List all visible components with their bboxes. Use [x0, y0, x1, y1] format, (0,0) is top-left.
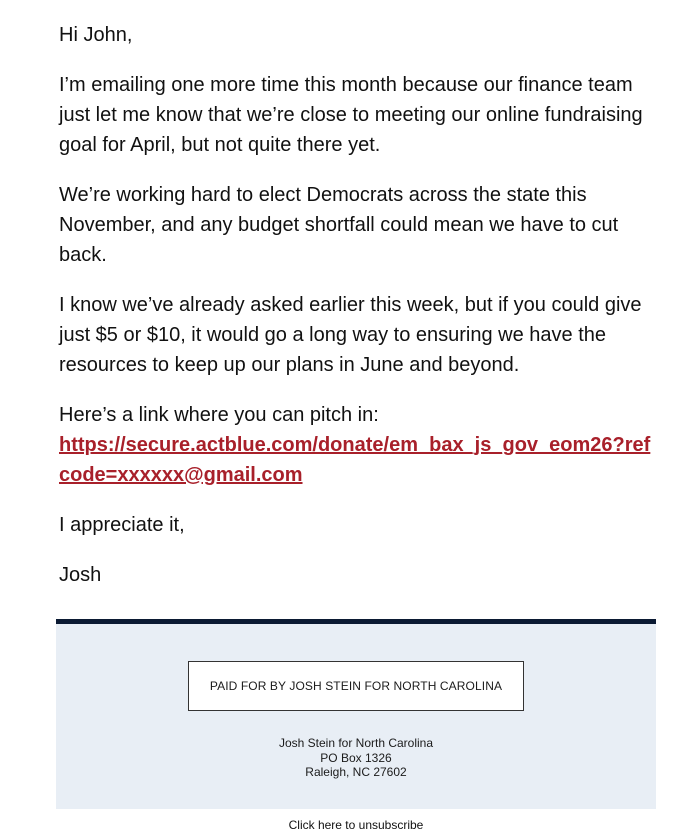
email-body: [59, 20, 659, 610]
donate-link[interactable]: https://secure.actblue.com/donate/em_bax_js_gov_eom26?refcode=xxxxxx@gmail.com: [59, 434, 651, 486]
address-line-city: Raleigh, NC 27602: [305, 765, 407, 779]
signature: Josh: [59, 564, 102, 586]
address-line-org: Josh Stein for North Carolina: [278, 736, 434, 750]
mailing-address: [56, 736, 656, 780]
paid-for-disclaimer: PAID FOR BY JOSH STEIN FOR NORTH CAROLINA: [188, 661, 524, 711]
link-intro: Here’s a link where you can pitch in:: [59, 404, 379, 426]
paragraph-finance-goal: I’m emailing one more time this month because our finance team just let me know that we’re close to meeting our online fundraising goal for April, but not quite there yet.: [59, 74, 643, 156]
greeting: Hi John,: [59, 24, 133, 46]
link-paragraph: [59, 400, 659, 490]
paragraph-donation-ask: I know we’ve already asked earlier this week, but if you could give just $5 or $10, it would go a long way to ensuring we have the resources to keep up our plans in June and beyond.: [59, 294, 642, 376]
closing: I appreciate it,: [59, 514, 185, 536]
footer: [56, 619, 656, 809]
paragraph-elect-democrats: We’re working hard to elect Democrats across the state this November, and any budget shortfall could mean we have to cut back.: [59, 184, 619, 266]
unsubscribe-link[interactable]: Click here to unsubscribe: [288, 818, 424, 832]
address-line-po-box: PO Box 1326: [320, 750, 392, 765]
